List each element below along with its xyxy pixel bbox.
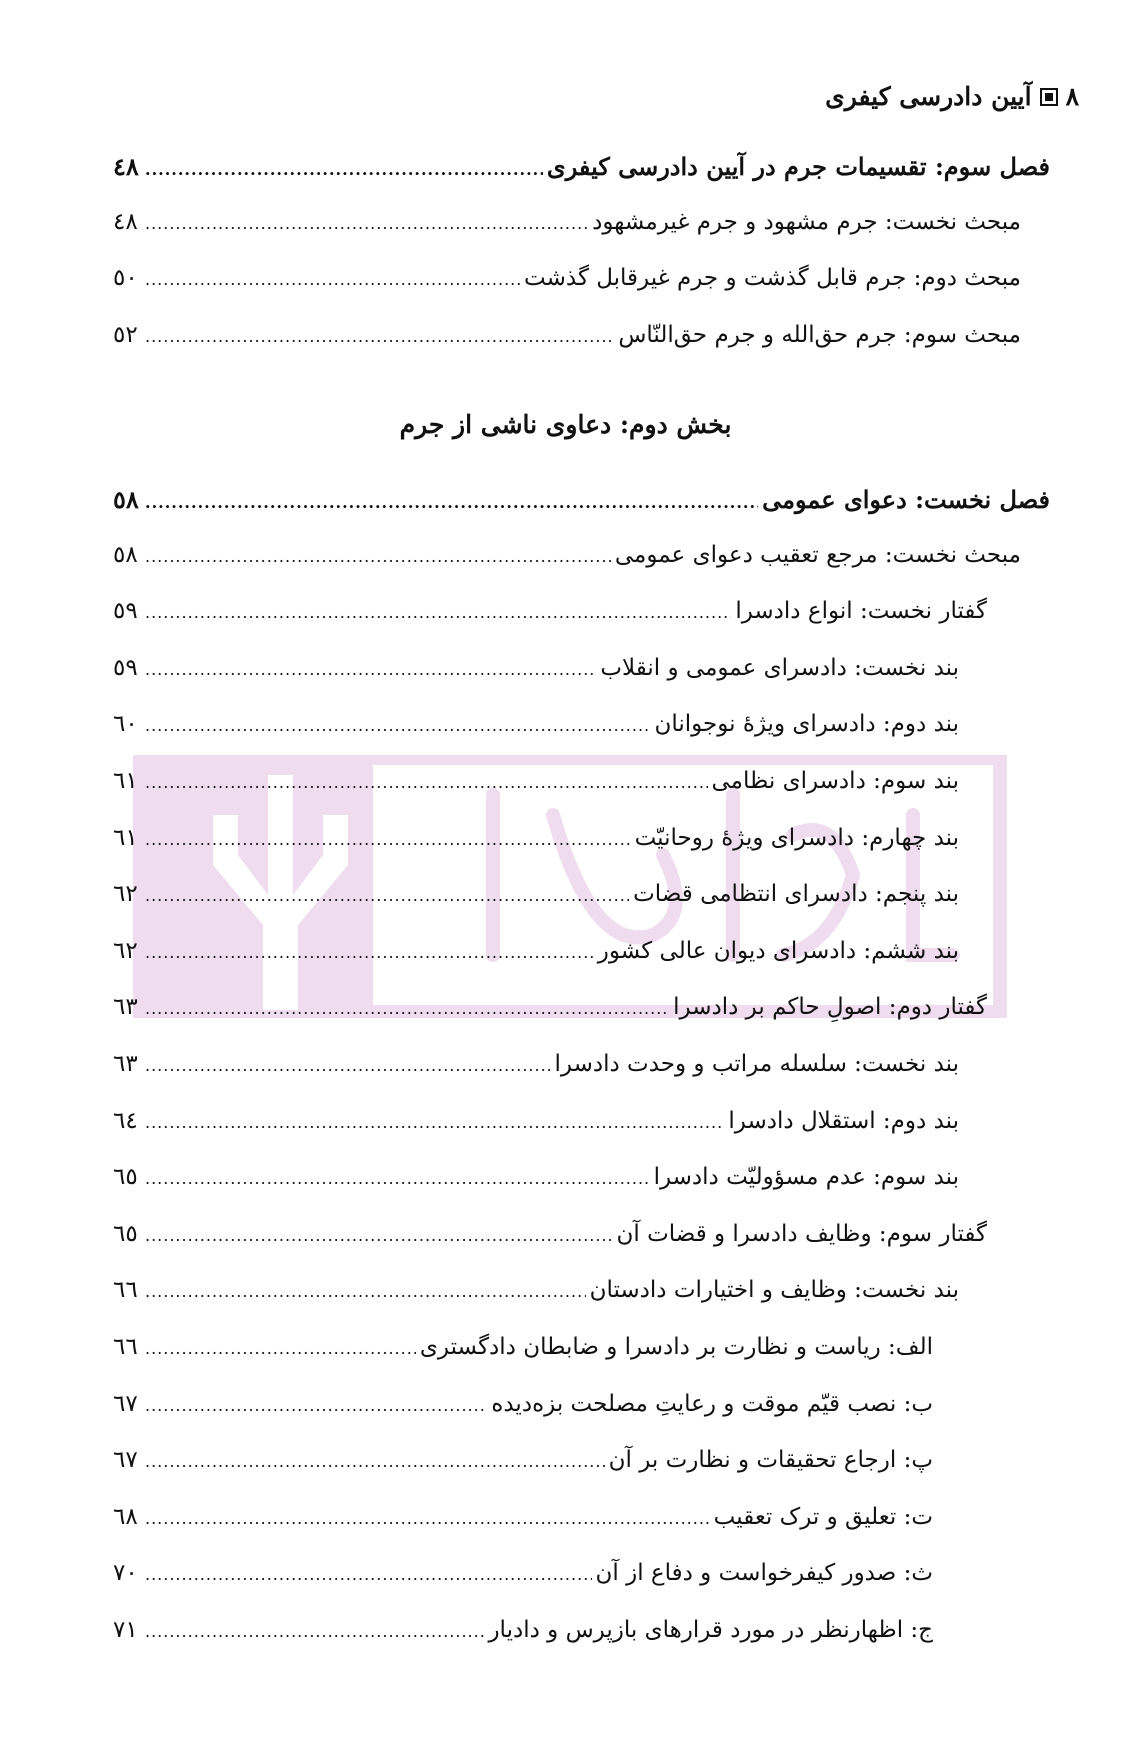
toc-entry-page: ٥٢	[113, 321, 138, 348]
dot-leader	[145, 943, 594, 962]
toc-entry-page: ٦٣	[113, 1051, 138, 1077]
toc-entry-title: گفتار سوم: وظایف دادسرا و قضات آن	[616, 1220, 987, 1247]
dot-leader	[145, 999, 669, 1018]
toc-entry-title: مبحث سوم: جرم حق‌الله و جرم حق‌النّاس	[618, 321, 1021, 348]
toc-entry-title: ث: صدور کیفرخواست و دفاع از آن	[595, 1560, 933, 1587]
toc-entry-page: ٦٠	[113, 711, 138, 738]
toc-entry-title: فصل نخست: دعوای عمومی	[762, 485, 1050, 514]
toc-entry[interactable]	[113, 1391, 933, 1427]
toc-entry-page: ٤٨	[113, 208, 138, 235]
toc-entry[interactable]	[113, 1447, 933, 1483]
toc-entry[interactable]	[113, 1277, 959, 1313]
dot-leader	[145, 716, 650, 735]
toc-entry-page: ٤٨	[113, 152, 139, 181]
dot-leader	[145, 1169, 650, 1188]
toc-entry[interactable]	[113, 655, 959, 691]
toc-entry-title: بند نخست: سلسله مراتب و وحدت دادسرا	[554, 1051, 959, 1077]
toc-entry[interactable]	[113, 322, 1021, 358]
header-book-title: آیین دادرسی کیفری	[825, 82, 1032, 111]
toc-entry-page: ٦٧	[113, 1390, 138, 1417]
toc-entry-title: بند نخست: وظایف و اختیارات دادستان	[589, 1277, 959, 1304]
toc-entry-page: ٦٦	[113, 1334, 138, 1360]
toc-entry-title: مبحث نخست: مرجع تعقیب دعوای عمومی	[614, 541, 1021, 568]
dot-leader	[145, 1452, 605, 1471]
toc-entry-page: ٦٥	[113, 1220, 138, 1247]
toc-entry[interactable]	[113, 711, 959, 747]
header-page-number: ٨	[1065, 82, 1079, 111]
dot-leader	[145, 1282, 586, 1301]
toc-entry[interactable]	[113, 1560, 933, 1596]
toc-entry-page: ٦٢	[113, 881, 138, 908]
dot-leader	[145, 547, 611, 566]
toc-entry-page: ٥٨	[113, 485, 139, 514]
dot-leader	[145, 1396, 487, 1415]
toc-entry[interactable]	[113, 152, 1050, 188]
toc-entry[interactable]	[113, 994, 987, 1030]
toc-entry-page: ٦٤	[113, 1107, 138, 1134]
toc-entry-title: ت: تعلیق و ترک تعقیب	[713, 1503, 933, 1530]
toc-entry[interactable]	[113, 1617, 933, 1653]
toc-entry[interactable]	[113, 1334, 933, 1370]
toc-entry[interactable]	[113, 265, 1021, 301]
square-bullet-icon	[1040, 88, 1058, 106]
toc-entry-title: بند چهارم: دادسرای ویژهٔ روحانیّت	[634, 824, 959, 851]
toc-entry-title: گفتار دوم: اصولِ حاکم بر دادسرا	[673, 994, 987, 1021]
dot-leader	[145, 1113, 724, 1132]
toc-entry[interactable]	[113, 881, 959, 917]
dot-leader	[145, 603, 731, 622]
toc-entry-page: ٦١	[113, 824, 138, 851]
toc-entry-title: بند دوم: دادسرای ویژهٔ نوجوانان	[654, 711, 959, 738]
toc-entry-page: ٥٠	[113, 265, 138, 292]
toc-entry-title: بند سوم: عدم مسؤولیّت دادسرا	[653, 1164, 959, 1191]
part-title: بخش دوم: دعاوی ناشی از جرم	[399, 410, 732, 439]
toc-entry-page: ٦٣	[113, 994, 138, 1021]
dot-leader	[145, 886, 629, 905]
toc-entry-title: پ: ارجاع تحقیقات و نظارت بر آن	[608, 1447, 933, 1474]
toc-entry-title: بند پنجم: دادسرای انتظامی قضات	[633, 881, 959, 908]
toc-entry-title: مبحث نخست: جرم مشهود و جرم غیرمشهود	[592, 208, 1021, 235]
toc-entry[interactable]	[113, 1108, 959, 1144]
toc-entry-title: بند ششم: دادسرای دیوان عالی کشور	[597, 937, 959, 964]
toc-entry-page: ٥٩	[113, 598, 138, 625]
dot-leader	[145, 1509, 710, 1528]
toc-entry[interactable]	[113, 542, 1021, 578]
toc-entry[interactable]	[113, 1164, 959, 1200]
dot-leader	[145, 830, 631, 849]
toc-entry-title: فصل سوم: تقسیمات جرم در آیین دادرسی کیفری	[546, 152, 1050, 181]
toc-entry-title: ب: نصب قیّم موقت و رعایتِ مصلحت بزه‌دیده	[491, 1390, 933, 1417]
toc-entry-page: ٦٥	[113, 1164, 138, 1191]
toc-entry-title: ج: اظهارنظر در مورد قرارهای بازپرس و دادیار	[488, 1617, 933, 1643]
toc-entry-title: بند نخست: دادسرای عمومی و انقلاب	[600, 654, 959, 681]
dot-leader	[145, 327, 614, 346]
dot-leader	[145, 493, 758, 512]
dot-leader	[145, 660, 596, 679]
toc-entry[interactable]	[113, 598, 987, 634]
toc-entry[interactable]	[113, 485, 1050, 521]
toc-entry[interactable]	[113, 768, 959, 804]
toc-entry-page: ٦٨	[113, 1503, 138, 1530]
dot-leader	[145, 1226, 613, 1245]
toc-entry-page: ٦٧	[113, 1447, 138, 1474]
toc-entry-page: ٥٩	[113, 654, 138, 681]
dot-leader	[145, 160, 543, 179]
toc-entry-title: الف: ریاست و نظارت بر دادسرا و ضابطان دادگستری	[419, 1334, 933, 1360]
dot-leader	[145, 270, 520, 289]
toc-entry-page: ٦٢	[113, 937, 138, 964]
toc-entry[interactable]	[113, 1504, 933, 1540]
dot-leader	[145, 773, 708, 792]
dot-leader	[145, 1056, 551, 1075]
dot-leader	[145, 1339, 416, 1358]
toc-entry-page: ٧١	[113, 1617, 138, 1643]
toc-entry[interactable]	[113, 938, 959, 974]
dot-leader	[145, 214, 588, 233]
toc-entry[interactable]	[113, 1221, 987, 1257]
toc-entry-title: مبحث دوم: جرم قابل گذشت و جرم غیرقابل گذشت	[524, 265, 1021, 292]
toc-entry[interactable]	[113, 209, 1021, 245]
toc-entry-page: ٦٦	[113, 1277, 138, 1304]
running-header	[825, 82, 1079, 111]
toc-entry-page: ٧٠	[113, 1560, 138, 1587]
toc-entry-page: ٦١	[113, 768, 138, 794]
dot-leader	[145, 1622, 484, 1641]
toc-entry-title: بند دوم: استقلال دادسرا	[728, 1107, 959, 1134]
toc-entry-title: بند سوم: دادسرای نظامی	[711, 768, 959, 794]
toc-entry[interactable]	[113, 1051, 959, 1087]
toc-entry-page: ٥٨	[113, 541, 138, 568]
dot-leader	[145, 1565, 592, 1584]
toc-entry-title: گفتار نخست: انواع دادسرا	[735, 598, 987, 625]
toc-entry[interactable]	[113, 825, 959, 861]
